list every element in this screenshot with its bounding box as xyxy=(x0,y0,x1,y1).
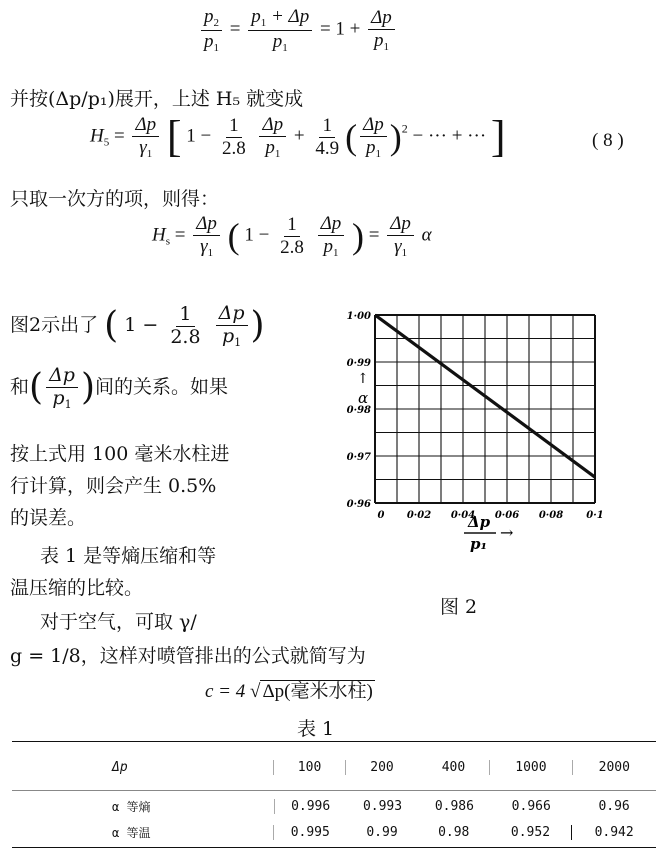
table-bottom-rule xyxy=(12,847,656,848)
cell: 0.993 xyxy=(362,798,403,814)
text-first-order: 只取一次方的项，则得： xyxy=(10,188,220,210)
para-line-4: 行计算，则会产生 0.5% xyxy=(10,475,217,497)
y-tick-label: 0·97 xyxy=(346,452,371,463)
para-line-7: 温压缩的比较。 xyxy=(10,577,144,599)
x-label-num: Δp xyxy=(468,513,491,531)
table-top-rule xyxy=(12,741,656,742)
cell: 0.99 xyxy=(366,824,398,840)
text-expand: 并按(Δp/p₁)展开，上述 H₅ 就变成 xyxy=(10,88,304,110)
x-tick-label: 0·04 xyxy=(450,510,476,521)
figure-caption: 图 2 xyxy=(440,596,478,618)
formula-c: c = 4 √ Δp(毫米水柱) xyxy=(205,681,373,702)
x-tick-label: 0·1 xyxy=(586,510,604,521)
header-cell: 400 xyxy=(441,759,466,775)
table-header-row xyxy=(12,747,656,787)
cell: 0.98 xyxy=(438,824,470,840)
para-line-1: 图2示出了 ( 1 − $\frac{1}{2.8}$ $\frac{\Delta p}{p_1}$ ) xyxy=(10,302,265,349)
chart-grid xyxy=(375,315,595,503)
cell: 0.952 xyxy=(490,825,573,840)
equation-simplified: $H_s$ = $\frac{\Delta p}{\gamma_1}$ ( 1 − $\frac{1}{2.8}$ $\frac{\Delta p}{p_1}$ ) = $\frac{\Delta p}{\gamma_1}$ α xyxy=(152,213,432,259)
y-tick-label: 0·96 xyxy=(346,499,371,510)
para-line-3: 按上式用 100 毫米水柱进 xyxy=(10,443,230,465)
x-tick-label: 0·06 xyxy=(494,510,520,521)
y-tick-label: 0·98 xyxy=(346,405,371,416)
para-line-6: 表 1 是等熵压缩和等 xyxy=(40,545,217,567)
cell: 0.942 xyxy=(594,824,634,840)
equation-number: ( 8 ) xyxy=(592,130,624,151)
y-tick-labels xyxy=(347,311,371,510)
cell: 0.996 xyxy=(274,799,347,814)
header-cell: 200 xyxy=(345,760,417,775)
para-line-9: g = 1/8，这样对喷管排出的公式就简写为 xyxy=(10,645,366,667)
header-cell: 100 xyxy=(273,760,345,775)
y-axis-label: α xyxy=(358,389,369,407)
cell: 0.96 xyxy=(598,798,630,814)
figure-2-chart xyxy=(330,305,615,560)
para-line-5: 的误差。 xyxy=(10,507,87,529)
para-line-2: 和( $\frac{\Delta p}{p_1}$ )间的关系。如果 xyxy=(10,364,229,411)
y-tick-label: 1·00 xyxy=(346,311,371,322)
x-tick-label: 0·02 xyxy=(406,510,432,521)
header-cell: 2000 xyxy=(572,760,656,775)
y-axis-arrow: ↑ xyxy=(357,371,369,387)
cell: 0.966 xyxy=(511,798,551,814)
x-tick-label: 0 xyxy=(377,510,385,521)
table-row xyxy=(12,819,656,845)
table-1 xyxy=(12,747,656,845)
row-label: α 等熵 xyxy=(112,799,151,814)
table-row xyxy=(12,793,656,819)
equation-pressure-ratio: $\frac{p_2}{p_1}$ = $\frac{p_1 + \Delta p}{p_1}$ = 1 + $\frac{\Delta p}{p_1}$ xyxy=(198,6,398,54)
x-tick-label: 0·08 xyxy=(538,510,564,521)
para-line-8: 对于空气，可取 γ/ xyxy=(40,611,197,633)
table-title: 表 1 xyxy=(297,718,335,740)
cell: 0.995 xyxy=(273,825,346,840)
x-label-den: p₁ xyxy=(470,535,488,553)
row-label: α 等温 xyxy=(112,825,151,840)
cell: 0.986 xyxy=(434,798,474,814)
x-axis-arrow: → xyxy=(500,523,514,542)
y-tick-label: 0·99 xyxy=(346,358,371,369)
header-cell: 1000 xyxy=(489,760,571,775)
equation-8: $H_5$ = $\frac{\Delta p}{\gamma_1}$ [ 1 − $\frac{1}{2.8}$ $\frac{\Delta p}{p_1}$ + $\frac{1}{4.9}$ ( $\frac{\Delta p}{p_1}$ )$^2$ − ··· + ··· ] xyxy=(90,112,506,162)
x-tick-labels xyxy=(378,510,604,521)
header-cell: Δp xyxy=(112,759,128,775)
